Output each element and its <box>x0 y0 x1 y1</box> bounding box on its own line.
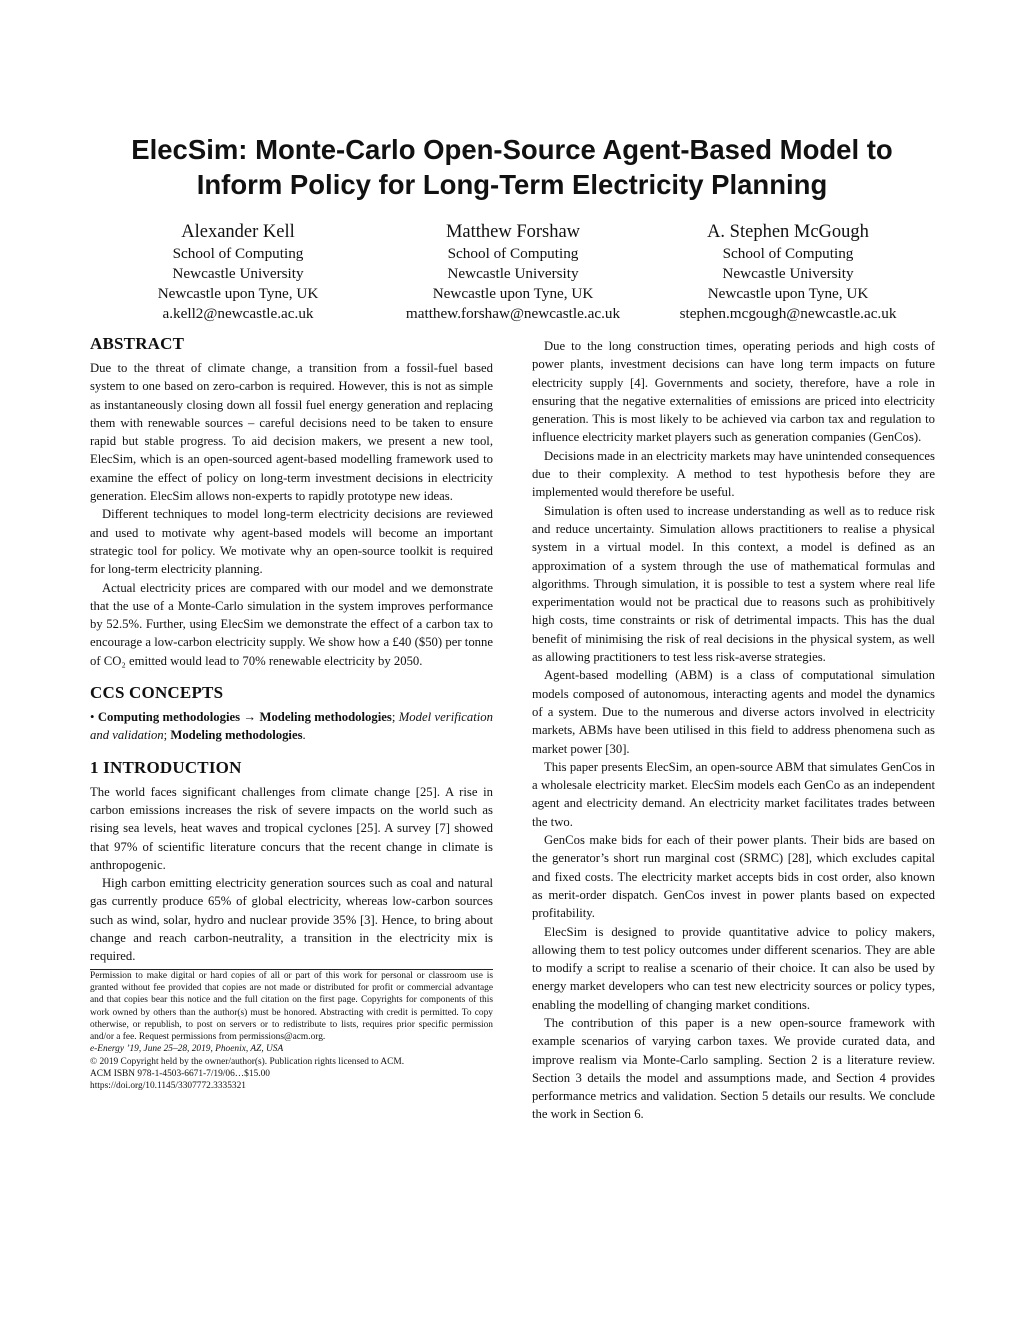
author-name: Alexander Kell <box>181 222 295 242</box>
doi-link[interactable]: https://doi.org/10.1145/3307772.3335321 <box>90 1081 246 1092</box>
introduction-heading: 1 INTRODUCTION <box>90 757 242 777</box>
author-email[interactable]: stephen.mcgough@newcastle.ac.uk <box>679 305 897 322</box>
intro-paragraph-1: The world faces significant challenges from climate change [25]. A rise in carbon emissions increases the risk of severe impacts on the world such as rising sea levels, heat waves and tropical cyclones [25]. A survey [7] showed that 97% of scientific literature concurs that the recent change in climate is anthropogenic. <box>90 784 493 872</box>
author-univ: Newcastle University <box>172 265 304 282</box>
right-paragraph-8: The contribution of this paper is a new open-source framework with example scenarios of varying carbon taxes. We provide curated data, and improve realism via Monte-Carlo sampling. Section 2 is a literature review. Section 3 details the model and assumptions made, and Section 4 provides performance metrics and validation. Section 5 details our results. We conclude the work in Section 6. <box>532 1015 935 1122</box>
author-dept: School of Computing <box>722 245 854 262</box>
abstract-paragraph-1: Due to the threat of climate change, a transition from a fossil-fuel based system to one based on zero-carbon is required. However, this is not as simple as instantaneously closing down all fossil fuel energy generation and replacing them with renewable sources – careful decisions need to be taken to ensure rapid but stable progress. To aid decision makers, we present a new tool, ElecSim, which is an open-sourced agent-based modelling framework used to examine the effect of policy on long-term investment decisions in electricity generation. ElecSim allows non-experts to rapidly prototype new ideas. <box>90 361 493 504</box>
right-paragraph-4: Agent-based modelling (ABM) is a class of computational simulation models composed of autonomous, interacting agents and model the dynamics of a system. Due to the numerous and diverse actors involved in electricity markets, ABMs have been utilised in this field to address phenomena such as market power [30]. <box>532 668 935 756</box>
author-dept: School of Computing <box>447 245 579 262</box>
author-city: Newcastle upon Tyne, UK <box>707 285 869 302</box>
right-paragraph-5: This paper presents ElecSim, an open-source ABM that simulates GenCos in a wholesale electricity market. ElecSim models each GenCo as an independent agent and electricity demand. An electricity market facilitates trades between the two. <box>532 759 935 829</box>
right-paragraph-1: Due to the long construction times, operating periods and high costs of power plants, investment decisions can have long term impacts on future electricity supply [4]. Governments and society, therefore, have a role in ensuring that the negative externalities of emissions are priced into electricity generation. This is most likely to be achieved via carbon tax and regulation to influence electricity market players such as generation companies (GenCos). <box>532 339 935 445</box>
author-email[interactable]: a.kell2@newcastle.ac.uk <box>162 305 314 322</box>
right-paragraph-7: ElecSim is designed to provide quantitative advice to policy makers, allowing them to test policy outcomes under different scenarios. They are able to modify a script to realise a scenario of their choice. It can also be used by energy market developers who can test new electricity sources or policy types, enabling the modelling of changing market conditions. <box>532 924 935 1012</box>
permission-notice: Permission to make digital or hard copies of all or part of this work for personal or classroom use is granted without fee provided that copies are not made or distributed for profit or commercial advantage and that copies bear this notice and the full citation on the first page. Copyrights for components of this work owned by others than the author(s) must be honored. Abstracting with credit is permitted. To copy otherwise, or republish, to post on servers or to redistribute to lists, requires prior specific permission and/or a fee. Request permissions from permissions@acm.org. <box>90 970 493 1043</box>
isbn: ACM ISBN 978-1-4503-6671-7/19/06…$15.00 <box>90 1068 270 1079</box>
conference-venue: e-Energy ’19, June 25–28, 2019, Phoenix, AZ, USA <box>90 1044 284 1055</box>
title-line-1: ElecSim: Monte-Carlo Open-Source Agent-Based Model to <box>131 134 893 165</box>
left-column <box>90 333 493 1093</box>
intro-paragraph-2: High carbon emitting electricity generation sources such as coal and natural gas currently produce 65% of global electricity, whereas low-carbon sources such as wind, solar, hydro and nuclear provide 35% [3]. Hence, to bring about change and reach carbon-neutrality, a transition in the electricity mix is required. <box>90 876 493 964</box>
copyright-notice: © 2019 Copyright held by the owner/author(s). Publication rights licensed to ACM. <box>90 1056 405 1067</box>
paper-title <box>80 132 944 202</box>
author-univ: Newcastle University <box>447 265 579 282</box>
author-city: Newcastle upon Tyne, UK <box>157 285 319 302</box>
abstract-paragraph-2: Different techniques to model long-term electricity decisions are reviewed and used to motivate why agent-based models will become an important strategic tool for policy. We motivate why an open-source toolkit is required for long-term electricity planning. <box>90 507 493 577</box>
title-line-2: Inform Policy for Long-Term Electricity Planning <box>196 169 828 200</box>
abstract-heading: ABSTRACT <box>90 334 185 353</box>
author-city: Newcastle upon Tyne, UK <box>432 285 594 302</box>
right-paragraph-2: Decisions made in an electricity markets may have unintended consequences due to their complexity. A method to test hypothesis before they are implemented would therefore be useful. <box>532 448 935 500</box>
author-name: Matthew Forshaw <box>445 222 581 242</box>
right-paragraph-6: GenCos make bids for each of their power plants. Their bids are based on the generator’s short run marginal cost (SRMC) [28], which excludes capital and fixed costs. The electricity market accepts bids in cost order, also known as merit-order dispatch. GenCos invest in power plants based on expected profitability. <box>532 833 935 921</box>
right-paragraph-3: Simulation is often used to increase understanding as well as to reduce risk and reduce uncertainty. Simulation allows practitioners to realise a physical system in a virtual model. In this context, a model is defined as an approximation of a system through the use of mathematical formulas and algorithms. Through simulation, it is possible to test a system where real life experimentation would not be practical due to reasons such as prohibitively high costs, time constraints or risk of detrimental impacts. This has the dual benefit of minimising the risk of real decisions in the physical system, as well as allowing practitioners to test less risk-averse strategies. <box>532 503 935 665</box>
ccs-concepts: • Computing methodologies → Modeling methodologies; Model verification and validation; Modeling methodologies. <box>90 710 493 743</box>
author-name: A. Stephen McGough <box>707 222 869 242</box>
author-block-2 <box>368 220 658 324</box>
ccs-heading: CCS CONCEPTS <box>90 683 224 703</box>
author-email[interactable]: matthew.forshaw@newcastle.ac.uk <box>405 305 621 322</box>
abstract-paragraph-3: Actual electricity prices are compared with our model and we demonstrate that the use of a Monte-Carlo simulation in the system improves performance by 52.5%. Further, using ElecSim we demonstrate the effect of a carbon tax to encourage a low-carbon electricity supply. We show how a £40 ($50) per tonne of CO₂ emitted would lead to 70% renewable electricity by 2050. <box>90 580 493 668</box>
author-block-1 <box>93 220 383 324</box>
right-column <box>532 337 935 1124</box>
author-dept: School of Computing <box>172 245 304 262</box>
author-univ: Newcastle University <box>722 265 854 282</box>
author-block-3 <box>643 220 933 324</box>
